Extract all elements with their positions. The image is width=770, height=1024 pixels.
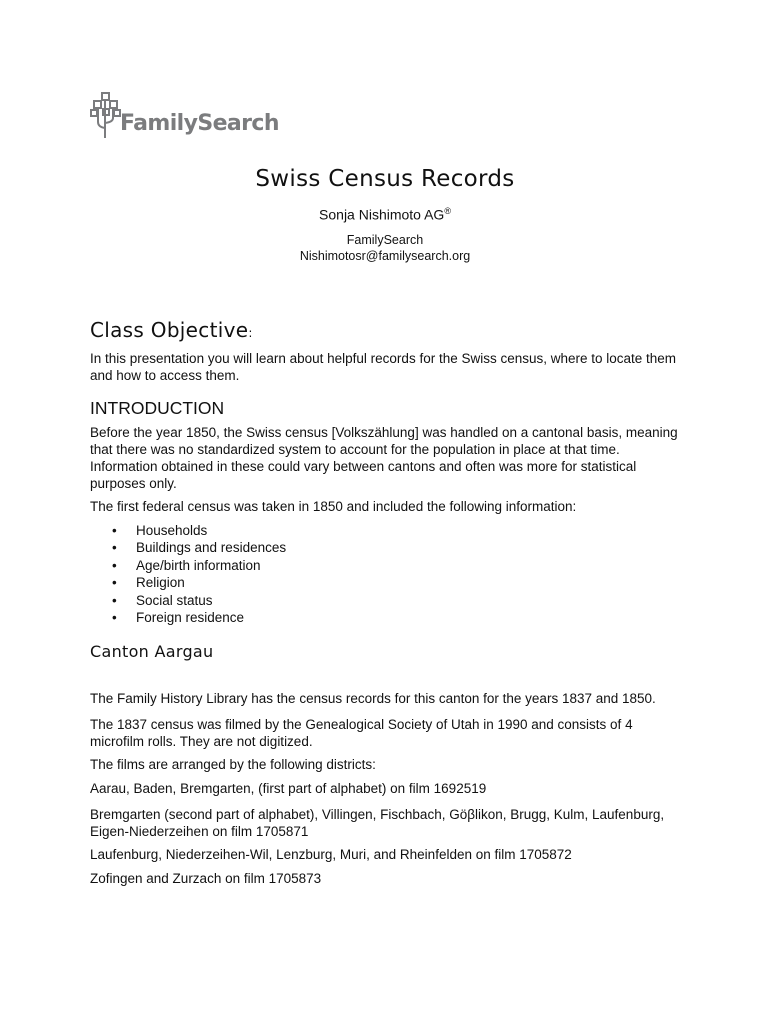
objective-heading-text: Class Objective xyxy=(90,318,249,342)
organization: FamilySearch xyxy=(346,233,424,247)
aargau-paragraph-6: Laufenburg, Niederzeihen-Wil, Lenzburg, Muri, and Rheinfelden on film 1705872 xyxy=(90,847,572,862)
list-item: • Households xyxy=(112,522,286,539)
list-item: • Foreign residence xyxy=(112,609,286,626)
canton-aargau-heading: Canton Aargau xyxy=(90,642,214,661)
aargau-paragraph-1: The Family History Library has the census records for this canton for the years 1837 and 1850. xyxy=(90,691,656,706)
objective-heading xyxy=(90,318,253,342)
list-item: • Religion xyxy=(112,574,286,591)
logo-text: FamilySearch xyxy=(120,111,279,136)
familysearch-logo xyxy=(90,92,279,140)
aargau-paragraph-3: The films are arranged by the following districts: xyxy=(90,757,376,772)
list-item: • Buildings and residences xyxy=(112,539,286,556)
email: Nishimotosr@familysearch.org xyxy=(299,249,471,263)
registered-mark: ® xyxy=(444,206,451,216)
list-item: • Age/birth information xyxy=(112,557,286,574)
introduction-paragraph-2: The first federal census was taken in 1850 and included the following information: xyxy=(90,499,577,514)
list-item: • Social status xyxy=(112,592,286,609)
page-title: Swiss Census Records xyxy=(255,166,515,192)
census-info-list xyxy=(112,522,286,626)
introduction-paragraph-1: Before the year 1850, the Swiss census [Volkszählung] was handled on a cantonal basis, meaning that there was no standardized system to account for the population in place at that time. Information obtained in these could vary between cantons and often was more for statistical purposes only. xyxy=(90,425,678,491)
aargau-paragraph-5: Bremgarten (second part of alphabet), Villingen, Fischbach, Göβlikon, Brugg, Kulm, Laufenburg, Eigen-Niederzeihen on film 1705871 xyxy=(90,807,665,839)
objective-colon: : xyxy=(248,326,253,340)
familysearch-tree-icon xyxy=(90,92,124,140)
objective-text: In this presentation you will learn about helpful records for the Swiss census, where to locate them and how to access them. xyxy=(90,351,677,383)
aargau-paragraph-7: Zofingen and Zurzach on film 1705873 xyxy=(90,871,322,886)
author-affiliation xyxy=(0,232,770,264)
aargau-paragraph-4: Aarau, Baden, Bremgarten, (first part of alphabet) on film 1692519 xyxy=(90,781,487,796)
author-name: Sonja Nishimoto AG xyxy=(319,206,445,223)
introduction-heading: INTRODUCTION xyxy=(90,398,225,418)
author xyxy=(0,206,770,223)
aargau-paragraph-2: The 1837 census was filmed by the Genealogical Society of Utah in 1990 and consists of 4 microfilm rolls. They are not digitized. xyxy=(90,717,633,749)
